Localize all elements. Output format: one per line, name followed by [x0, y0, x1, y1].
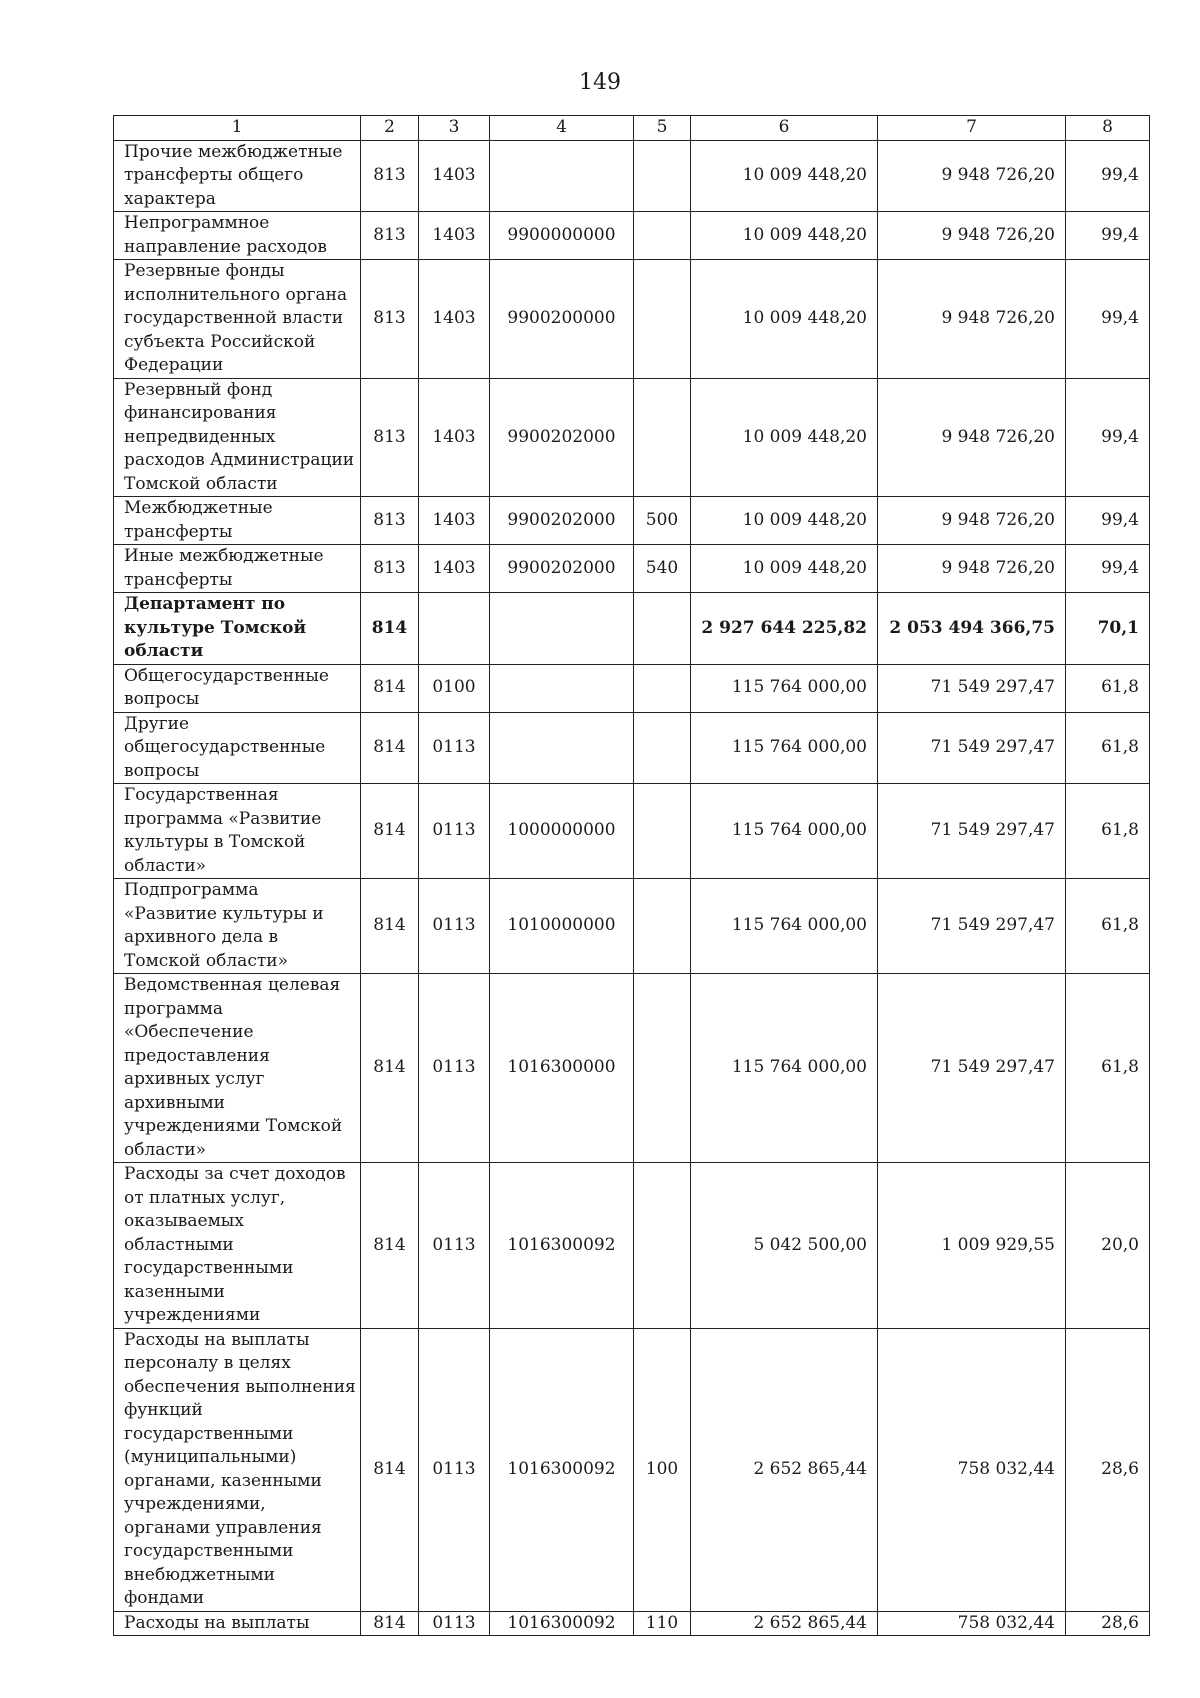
expense-type-cell: [634, 260, 691, 379]
section-code-cell: [419, 593, 490, 665]
executed-amount-cell: 758 032,44: [878, 1611, 1066, 1636]
ministry-code-cell: 814: [361, 784, 419, 879]
item-name-cell: Расходы на выплаты: [114, 1611, 361, 1636]
item-name-cell: Резервный фонд финансирования непредвиденных расходов Администрации Томской области: [114, 378, 361, 497]
item-name-cell: Государственная программа «Развитие культуры в Томской области»: [114, 784, 361, 879]
execution-percent-cell: 61,8: [1066, 664, 1150, 712]
executed-amount-cell: 9 948 726,20: [878, 260, 1066, 379]
planned-amount-cell: 10 009 448,20: [691, 140, 878, 212]
execution-percent-cell: 99,4: [1066, 260, 1150, 379]
item-name-cell: Подпрограмма «Развитие культуры и архивного дела в Томской области»: [114, 879, 361, 974]
execution-percent-cell: 61,8: [1066, 974, 1150, 1163]
execution-percent-cell: 20,0: [1066, 1163, 1150, 1329]
ministry-code-cell: 814: [361, 593, 419, 665]
executed-amount-cell: 9 948 726,20: [878, 378, 1066, 497]
page-number: 149: [579, 70, 621, 95]
execution-percent-cell: 99,4: [1066, 545, 1150, 593]
planned-amount-cell: 115 764 000,00: [691, 974, 878, 1163]
expense-type-cell: 100: [634, 1328, 691, 1611]
ministry-code-cell: 813: [361, 497, 419, 545]
table-row: [114, 378, 1150, 497]
item-name-cell: Расходы на выплаты персоналу в целях обеспечения выполнения функций государственными (муниципальными) органами, казенными учреждениями, органами управления государственными внебюджетными фондами: [114, 1328, 361, 1611]
section-code-cell: 1403: [419, 260, 490, 379]
expense-type-cell: [634, 879, 691, 974]
column-header: 6: [691, 116, 878, 141]
table-header-row: [114, 116, 1150, 141]
planned-amount-cell: 10 009 448,20: [691, 545, 878, 593]
executed-amount-cell: 9 948 726,20: [878, 212, 1066, 260]
target-article-cell: 1016300000: [490, 974, 634, 1163]
item-name-cell: Ведомственная целевая программа «Обеспечение предоставления архивных услуг архивными учреждениями Томской области»: [114, 974, 361, 1163]
section-code-cell: 0113: [419, 1611, 490, 1636]
column-header: 5: [634, 116, 691, 141]
planned-amount-cell: 10 009 448,20: [691, 260, 878, 379]
target-article-cell: [490, 712, 634, 784]
item-name-cell: Расходы за счет доходов от платных услуг, оказываемых областными государственными казенными учреждениями: [114, 1163, 361, 1329]
ministry-code-cell: 813: [361, 378, 419, 497]
item-name-cell: Межбюджетные трансферты: [114, 497, 361, 545]
section-code-cell: 0113: [419, 1328, 490, 1611]
table-body: [114, 140, 1150, 1636]
planned-amount-cell: 115 764 000,00: [691, 879, 878, 974]
executed-amount-cell: 9 948 726,20: [878, 545, 1066, 593]
executed-amount-cell: 1 009 929,55: [878, 1163, 1066, 1329]
target-article-cell: 1000000000: [490, 784, 634, 879]
item-name-cell: Другие общегосударственные вопросы: [114, 712, 361, 784]
executed-amount-cell: 71 549 297,47: [878, 712, 1066, 784]
planned-amount-cell: 2 652 865,44: [691, 1328, 878, 1611]
planned-amount-cell: 10 009 448,20: [691, 497, 878, 545]
section-code-cell: 1403: [419, 545, 490, 593]
executed-amount-cell: 71 549 297,47: [878, 879, 1066, 974]
section-code-cell: 0100: [419, 664, 490, 712]
execution-percent-cell: 99,4: [1066, 212, 1150, 260]
column-header: 2: [361, 116, 419, 141]
table-row: [114, 212, 1150, 260]
expense-type-cell: [634, 593, 691, 665]
table-row: [114, 1163, 1150, 1329]
execution-percent-cell: 28,6: [1066, 1328, 1150, 1611]
ministry-code-cell: 813: [361, 140, 419, 212]
column-header: 4: [490, 116, 634, 141]
item-name-cell: Непрограммное направление расходов: [114, 212, 361, 260]
column-header: 7: [878, 116, 1066, 141]
expense-type-cell: 540: [634, 545, 691, 593]
table-row: [114, 140, 1150, 212]
table-row: [114, 784, 1150, 879]
execution-percent-cell: 70,1: [1066, 593, 1150, 665]
ministry-code-cell: 813: [361, 545, 419, 593]
planned-amount-cell: 115 764 000,00: [691, 712, 878, 784]
table-row: [114, 879, 1150, 974]
expense-type-cell: [634, 712, 691, 784]
target-article-cell: 1016300092: [490, 1611, 634, 1636]
ministry-code-cell: 814: [361, 974, 419, 1163]
target-article-cell: [490, 140, 634, 212]
planned-amount-cell: 2 652 865,44: [691, 1611, 878, 1636]
expense-type-cell: [634, 784, 691, 879]
item-name-cell: Прочие межбюджетные трансферты общего характера: [114, 140, 361, 212]
budget-table: [113, 115, 1150, 1636]
table-row: [114, 593, 1150, 665]
planned-amount-cell: 10 009 448,20: [691, 212, 878, 260]
target-article-cell: [490, 664, 634, 712]
table-row: [114, 664, 1150, 712]
expense-type-cell: [634, 664, 691, 712]
section-code-cell: 0113: [419, 712, 490, 784]
ministry-code-cell: 814: [361, 1328, 419, 1611]
target-article-cell: 9900200000: [490, 260, 634, 379]
execution-percent-cell: 99,4: [1066, 140, 1150, 212]
executed-amount-cell: 2 053 494 366,75: [878, 593, 1066, 665]
executed-amount-cell: 9 948 726,20: [878, 497, 1066, 545]
target-article-cell: 1010000000: [490, 879, 634, 974]
column-header: 8: [1066, 116, 1150, 141]
target-article-cell: [490, 593, 634, 665]
item-name-cell: Общегосударственные вопросы: [114, 664, 361, 712]
executed-amount-cell: 71 549 297,47: [878, 974, 1066, 1163]
item-name-cell: Департамент по культуре Томской области: [114, 593, 361, 665]
ministry-code-cell: 814: [361, 879, 419, 974]
planned-amount-cell: 115 764 000,00: [691, 664, 878, 712]
section-code-cell: 1403: [419, 497, 490, 545]
execution-percent-cell: 28,6: [1066, 1611, 1150, 1636]
section-code-cell: 1403: [419, 212, 490, 260]
section-code-cell: 0113: [419, 879, 490, 974]
planned-amount-cell: 5 042 500,00: [691, 1163, 878, 1329]
table-row: [114, 260, 1150, 379]
execution-percent-cell: 99,4: [1066, 378, 1150, 497]
executed-amount-cell: 71 549 297,47: [878, 784, 1066, 879]
target-article-cell: 9900202000: [490, 378, 634, 497]
section-code-cell: 1403: [419, 140, 490, 212]
table-row: [114, 1611, 1150, 1636]
ministry-code-cell: 814: [361, 1163, 419, 1329]
expense-type-cell: 110: [634, 1611, 691, 1636]
execution-percent-cell: 61,8: [1066, 879, 1150, 974]
expense-type-cell: [634, 974, 691, 1163]
target-article-cell: 1016300092: [490, 1163, 634, 1329]
item-name-cell: Резервные фонды исполнительного органа государственной власти субъекта Российской Федерации: [114, 260, 361, 379]
section-code-cell: 1403: [419, 378, 490, 497]
expense-type-cell: [634, 1163, 691, 1329]
section-code-cell: 0113: [419, 974, 490, 1163]
planned-amount-cell: 2 927 644 225,82: [691, 593, 878, 665]
section-code-cell: 0113: [419, 1163, 490, 1329]
expense-type-cell: [634, 378, 691, 497]
table-row: [114, 497, 1150, 545]
ministry-code-cell: 813: [361, 260, 419, 379]
expense-type-cell: [634, 212, 691, 260]
executed-amount-cell: 9 948 726,20: [878, 140, 1066, 212]
planned-amount-cell: 10 009 448,20: [691, 378, 878, 497]
target-article-cell: 9900202000: [490, 497, 634, 545]
table-row: [114, 1328, 1150, 1611]
table-row: [114, 712, 1150, 784]
execution-percent-cell: 61,8: [1066, 784, 1150, 879]
table-row: [114, 545, 1150, 593]
expense-type-cell: 500: [634, 497, 691, 545]
column-header: 3: [419, 116, 490, 141]
target-article-cell: 9900202000: [490, 545, 634, 593]
ministry-code-cell: 814: [361, 664, 419, 712]
executed-amount-cell: 758 032,44: [878, 1328, 1066, 1611]
execution-percent-cell: 99,4: [1066, 497, 1150, 545]
column-header: 1: [114, 116, 361, 141]
ministry-code-cell: 813: [361, 212, 419, 260]
item-name-cell: Иные межбюджетные трансферты: [114, 545, 361, 593]
execution-percent-cell: 61,8: [1066, 712, 1150, 784]
target-article-cell: 1016300092: [490, 1328, 634, 1611]
section-code-cell: 0113: [419, 784, 490, 879]
expense-type-cell: [634, 140, 691, 212]
target-article-cell: 9900000000: [490, 212, 634, 260]
ministry-code-cell: 814: [361, 1611, 419, 1636]
ministry-code-cell: 814: [361, 712, 419, 784]
planned-amount-cell: 115 764 000,00: [691, 784, 878, 879]
table-row: [114, 974, 1150, 1163]
executed-amount-cell: 71 549 297,47: [878, 664, 1066, 712]
